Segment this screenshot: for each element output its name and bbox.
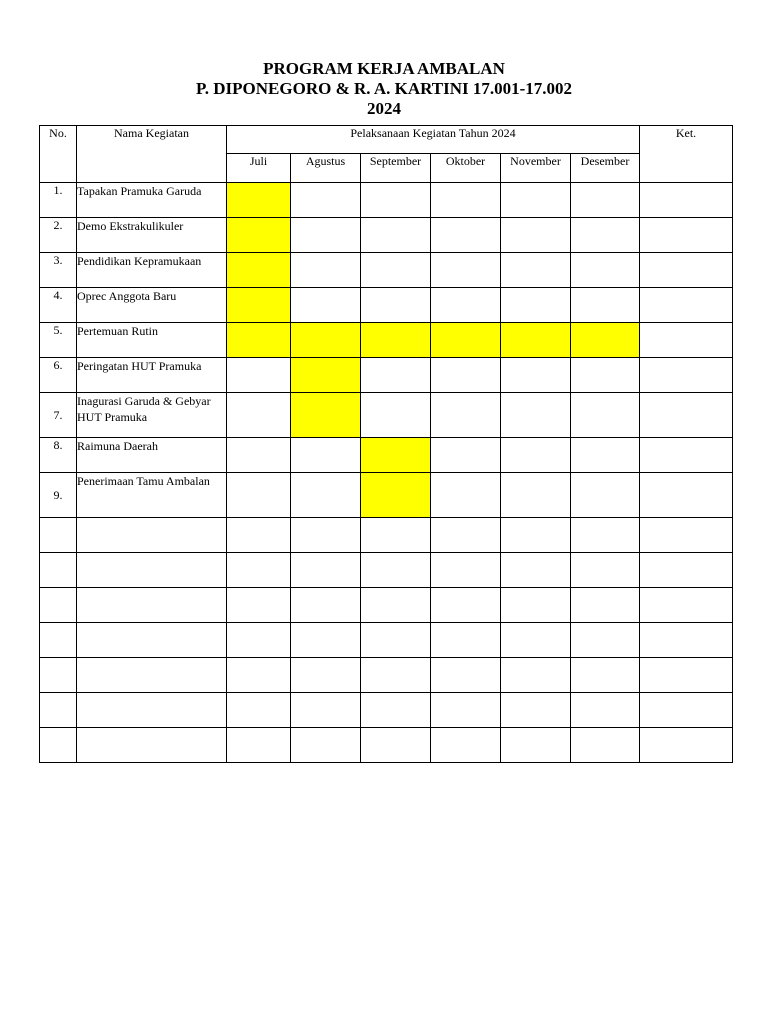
table-row xyxy=(40,358,733,393)
schedule-cell xyxy=(501,553,571,588)
table-row xyxy=(40,393,733,438)
row-number: 3. xyxy=(40,253,77,288)
schedule-cell xyxy=(431,728,501,763)
schedule-cell xyxy=(431,518,501,553)
activity-name: Pendidikan Kepramukaan xyxy=(77,253,227,288)
schedule-cell xyxy=(571,588,640,623)
schedule-cell xyxy=(501,473,571,518)
notes-cell xyxy=(640,323,733,358)
activity-name: Raimuna Daerah xyxy=(77,438,227,473)
activity-name: Tapakan Pramuka Garuda xyxy=(77,183,227,218)
schedule-cell xyxy=(361,518,431,553)
schedule-cell xyxy=(361,623,431,658)
schedule-cell xyxy=(291,693,361,728)
schedule-cell xyxy=(227,288,291,323)
notes-cell xyxy=(640,518,733,553)
schedule-cell xyxy=(291,288,361,323)
table-row xyxy=(40,253,733,288)
schedule-cell xyxy=(361,218,431,253)
schedule-cell xyxy=(291,253,361,288)
schedule-cell xyxy=(431,253,501,288)
schedule-cell xyxy=(361,438,431,473)
schedule-cell xyxy=(361,553,431,588)
schedule-cell xyxy=(227,438,291,473)
activity-name xyxy=(77,728,227,763)
schedule-cell xyxy=(501,358,571,393)
row-number: 7. xyxy=(40,393,77,438)
schedule-cell xyxy=(227,393,291,438)
schedule-cell xyxy=(571,218,640,253)
activity-name: Demo Ekstrakulikuler xyxy=(77,218,227,253)
schedule-cell xyxy=(431,323,501,358)
schedule-cell xyxy=(291,728,361,763)
schedule-cell xyxy=(431,288,501,323)
schedule-cell xyxy=(361,728,431,763)
schedule-cell xyxy=(501,253,571,288)
schedule-cell xyxy=(571,728,640,763)
schedule-cell xyxy=(291,518,361,553)
schedule-cell xyxy=(361,253,431,288)
schedule-cell xyxy=(501,518,571,553)
activity-name xyxy=(77,693,227,728)
notes-cell xyxy=(640,358,733,393)
table-row xyxy=(40,658,733,693)
schedule-cell xyxy=(501,323,571,358)
activity-name: Oprec Anggota Baru xyxy=(77,288,227,323)
header-implementation-period: Pelaksanaan Kegiatan Tahun 2024 xyxy=(227,126,640,154)
schedule-cell xyxy=(227,623,291,658)
schedule-cell xyxy=(431,438,501,473)
schedule-cell xyxy=(361,658,431,693)
activity-name: Pertemuan Rutin xyxy=(77,323,227,358)
schedule-cell xyxy=(291,438,361,473)
table-row xyxy=(40,218,733,253)
schedule-cell xyxy=(361,588,431,623)
schedule-cell xyxy=(227,728,291,763)
row-number xyxy=(40,588,77,623)
schedule-cell xyxy=(501,658,571,693)
schedule-cell xyxy=(291,358,361,393)
table-row xyxy=(40,183,733,218)
notes-cell xyxy=(640,183,733,218)
schedule-cell xyxy=(431,473,501,518)
notes-cell xyxy=(640,473,733,518)
schedule-cell xyxy=(571,553,640,588)
schedule-cell xyxy=(227,473,291,518)
month-header: Desember xyxy=(571,154,640,183)
schedule-cell xyxy=(361,473,431,518)
schedule-cell xyxy=(571,358,640,393)
schedule-cell xyxy=(571,518,640,553)
schedule-cell xyxy=(361,358,431,393)
schedule-cell xyxy=(501,393,571,438)
notes-cell xyxy=(640,553,733,588)
header-activity-name: Nama Kegiatan xyxy=(77,126,227,183)
row-number: 4. xyxy=(40,288,77,323)
schedule-cell xyxy=(571,438,640,473)
schedule-cell xyxy=(361,393,431,438)
schedule-cell xyxy=(501,693,571,728)
document-title: PROGRAM KERJA AMBALAN xyxy=(263,59,505,78)
row-number: 5. xyxy=(40,323,77,358)
activity-name xyxy=(77,518,227,553)
schedule-cell xyxy=(501,183,571,218)
schedule-cell xyxy=(227,518,291,553)
schedule-cell xyxy=(431,393,501,438)
schedule-cell xyxy=(571,253,640,288)
schedule-cell xyxy=(291,623,361,658)
schedule-cell xyxy=(227,358,291,393)
table-row xyxy=(40,518,733,553)
schedule-cell xyxy=(291,658,361,693)
notes-cell xyxy=(640,588,733,623)
table-row xyxy=(40,473,733,518)
schedule-cell xyxy=(501,218,571,253)
row-number xyxy=(40,728,77,763)
schedule-cell xyxy=(431,658,501,693)
document-year: 2024 xyxy=(367,99,401,118)
activity-name: Inagurasi Garuda & Gebyar HUT Pramuka xyxy=(77,393,227,438)
schedule-cell xyxy=(227,183,291,218)
schedule-cell xyxy=(291,183,361,218)
schedule-cell xyxy=(501,588,571,623)
table-row xyxy=(40,728,733,763)
schedule-cell xyxy=(227,323,291,358)
table-row xyxy=(40,553,733,588)
row-number xyxy=(40,518,77,553)
row-number xyxy=(40,553,77,588)
schedule-cell xyxy=(571,693,640,728)
schedule-cell xyxy=(291,393,361,438)
program-table xyxy=(39,125,733,763)
schedule-cell xyxy=(431,553,501,588)
activity-name: Penerimaan Tamu Ambalan xyxy=(77,473,227,518)
table-row xyxy=(40,438,733,473)
activity-name xyxy=(77,588,227,623)
schedule-cell xyxy=(291,588,361,623)
schedule-cell xyxy=(361,183,431,218)
month-header: Agustus xyxy=(291,154,361,183)
row-number xyxy=(40,623,77,658)
month-header: Oktober xyxy=(431,154,501,183)
schedule-cell xyxy=(571,393,640,438)
row-number xyxy=(40,658,77,693)
schedule-cell xyxy=(291,473,361,518)
schedule-cell xyxy=(571,183,640,218)
table-row xyxy=(40,623,733,658)
notes-cell xyxy=(640,693,733,728)
activity-name xyxy=(77,553,227,588)
notes-cell xyxy=(640,438,733,473)
row-number: 8. xyxy=(40,438,77,473)
schedule-cell xyxy=(227,588,291,623)
header-no: No. xyxy=(40,126,77,183)
row-number: 9. xyxy=(40,473,77,518)
document-subtitle: P. DIPONEGORO & R. A. KARTINI 17.001-17.002 xyxy=(195,79,573,98)
table-row xyxy=(40,588,733,623)
schedule-cell xyxy=(431,693,501,728)
notes-cell xyxy=(640,728,733,763)
schedule-cell xyxy=(291,218,361,253)
schedule-cell xyxy=(227,658,291,693)
schedule-cell xyxy=(501,438,571,473)
table-row xyxy=(40,693,733,728)
schedule-cell xyxy=(361,288,431,323)
row-number: 2. xyxy=(40,218,77,253)
schedule-cell xyxy=(361,323,431,358)
notes-cell xyxy=(640,218,733,253)
schedule-cell xyxy=(431,358,501,393)
schedule-cell xyxy=(431,623,501,658)
schedule-cell xyxy=(571,623,640,658)
schedule-cell xyxy=(227,253,291,288)
activity-name xyxy=(77,658,227,693)
schedule-cell xyxy=(291,323,361,358)
row-number xyxy=(40,693,77,728)
table-row xyxy=(40,323,733,358)
schedule-cell xyxy=(227,218,291,253)
schedule-cell xyxy=(501,623,571,658)
notes-cell xyxy=(640,658,733,693)
row-number: 1. xyxy=(40,183,77,218)
month-header: November xyxy=(501,154,571,183)
schedule-cell xyxy=(227,693,291,728)
schedule-cell xyxy=(571,323,640,358)
schedule-cell xyxy=(431,183,501,218)
notes-cell xyxy=(640,623,733,658)
month-header: Juli xyxy=(227,154,291,183)
table-row xyxy=(40,288,733,323)
notes-cell xyxy=(640,253,733,288)
schedule-cell xyxy=(571,473,640,518)
schedule-cell xyxy=(501,288,571,323)
schedule-cell xyxy=(501,728,571,763)
activity-name xyxy=(77,623,227,658)
activity-name: Peringatan HUT Pramuka xyxy=(77,358,227,393)
notes-cell xyxy=(640,393,733,438)
schedule-cell xyxy=(227,553,291,588)
schedule-cell xyxy=(431,588,501,623)
schedule-cell xyxy=(431,218,501,253)
row-number: 6. xyxy=(40,358,77,393)
schedule-cell xyxy=(571,288,640,323)
schedule-cell xyxy=(291,553,361,588)
notes-cell xyxy=(640,288,733,323)
header-notes: Ket. xyxy=(640,126,733,183)
month-header: September xyxy=(361,154,431,183)
schedule-cell xyxy=(571,658,640,693)
schedule-cell xyxy=(361,693,431,728)
